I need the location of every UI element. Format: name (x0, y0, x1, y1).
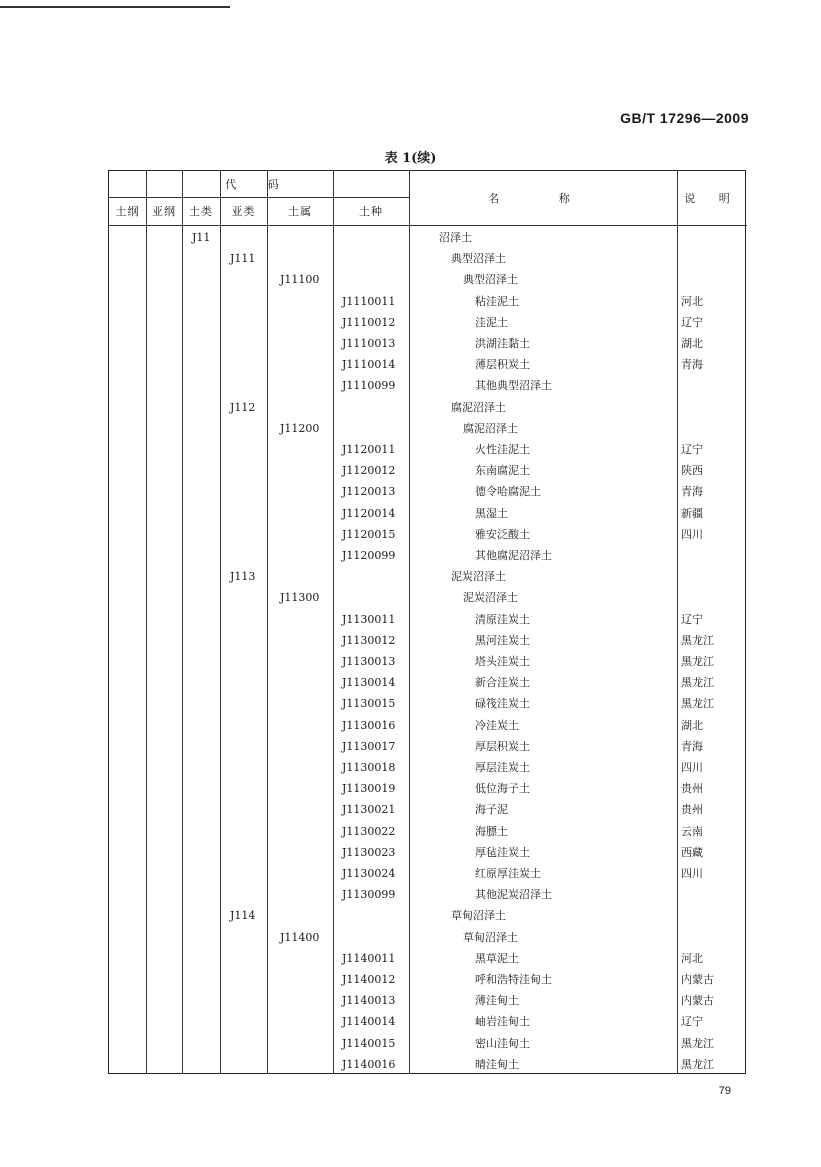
tuzhong-cell: J1130099 (342, 888, 396, 902)
note-cell: 青海 (681, 358, 703, 372)
tushu-cell: J11100 (280, 273, 320, 287)
table-row (109, 715, 747, 736)
tuzhong-cell: J1130022 (342, 824, 396, 838)
table-row (109, 863, 747, 884)
header-tuzhong: 土种 (359, 205, 383, 218)
tushu-cell: J11300 (280, 591, 320, 605)
tuzhong-cell: J1110013 (342, 337, 396, 350)
name-cell: 腐泥沼泽土 (451, 400, 506, 414)
name-cell: 海膘土 (475, 824, 508, 838)
tuzhong-cell: J1120011 (342, 443, 396, 456)
name-cell: 典型沼泽土 (451, 252, 506, 266)
name-cell: 厚层积炭土 (475, 739, 530, 753)
name-cell: 红原厚洼炭土 (475, 867, 541, 880)
table-row (109, 418, 747, 439)
note-cell: 四川 (681, 527, 703, 541)
note-cell: 辽宁 (681, 1015, 703, 1029)
table-row (109, 927, 747, 948)
tuzhong-cell: J1140015 (342, 1036, 396, 1050)
name-cell: 沼泽土 (439, 231, 472, 244)
name-cell: 粘洼泥土 (475, 294, 519, 308)
tuzhong-cell: J1120099 (342, 549, 396, 562)
note-cell: 辽宁 (681, 315, 703, 329)
name-cell: 岫岩洼甸土 (475, 1015, 530, 1029)
header-bottom-line (109, 225, 747, 226)
note-cell: 湖北 (681, 718, 703, 732)
header-tushu: 土属 (288, 205, 312, 218)
note-cell: 黑龙江 (681, 1057, 714, 1071)
soil-code-table (108, 170, 746, 1074)
name-cell: 泥炭沼泽土 (451, 570, 506, 584)
table-row (109, 884, 747, 905)
table-row (109, 375, 747, 396)
tuzhong-cell: J1130019 (342, 782, 396, 796)
tuzhong-cell: J1120014 (342, 506, 396, 520)
table-row (109, 460, 747, 481)
yalei-cell: J113 (230, 570, 256, 584)
note-cell: 河北 (681, 294, 703, 308)
note-cell: 内蒙古 (681, 994, 714, 1008)
name-cell: 东南腐泥土 (475, 464, 530, 478)
note-cell: 黑龙江 (681, 697, 714, 711)
table-row (109, 821, 747, 842)
name-cell: 碌筏洼炭土 (475, 697, 530, 711)
tuzhong-cell: J1130012 (342, 633, 396, 647)
table-row (109, 905, 747, 926)
note-cell: 内蒙古 (681, 973, 714, 986)
header-yalei: 亚类 (231, 205, 256, 218)
yalei-cell: J112 (230, 400, 256, 414)
table-row (109, 587, 747, 608)
name-cell: 黑河洼炭土 (475, 633, 530, 647)
tuzhong-cell: J1130014 (342, 676, 396, 690)
note-cell: 青海 (681, 739, 703, 753)
tuzhong-cell: J1120015 (342, 527, 396, 541)
name-cell: 新合洼炭土 (475, 676, 530, 690)
name-cell: 冷洼炭土 (475, 718, 519, 732)
note-cell: 贵州 (681, 803, 703, 817)
tuzhong-cell: J1130015 (342, 697, 396, 711)
table-row (109, 693, 747, 714)
standard-code: GB/T 17296—2009 (620, 110, 749, 126)
table-row (109, 227, 747, 248)
tuzhong-cell: J1130021 (342, 803, 396, 817)
name-cell: 海子泥 (475, 803, 508, 817)
table-row (109, 757, 747, 778)
name-cell: 低位海子土 (475, 782, 530, 796)
header-note: 说 明 (684, 192, 740, 205)
table-row (109, 1054, 747, 1075)
table-row (109, 481, 747, 502)
tuzhong-cell: J1130023 (342, 845, 396, 859)
tuzhong-cell: J1120012 (342, 464, 396, 478)
tuzhong-cell: J1110011 (342, 294, 396, 308)
tuzhong-cell: J1110012 (342, 315, 396, 329)
name-cell: 其他腐泥沼泽土 (475, 549, 552, 562)
table-row (109, 799, 747, 820)
tuzhong-cell: J1140011 (342, 951, 396, 965)
scan-edge-mark (0, 6, 230, 8)
table-row (109, 736, 747, 757)
header-code-group: 代 码 (225, 178, 293, 191)
tuzhong-cell: J1130011 (342, 612, 396, 626)
note-cell: 四川 (681, 867, 703, 880)
tulei-cell: J11 (192, 231, 211, 244)
table-row (109, 439, 747, 460)
table-row (109, 354, 747, 375)
yalei-cell: J111 (230, 252, 256, 266)
name-cell: 其他泥炭沼泽土 (475, 888, 552, 902)
note-cell: 贵州 (681, 782, 703, 796)
header-name: 名 称 (488, 192, 598, 205)
table-row (109, 503, 747, 524)
table-title: 表 1(续) (384, 151, 437, 166)
note-cell: 四川 (681, 761, 703, 774)
tuzhong-cell: J1130017 (342, 739, 396, 753)
note-cell: 青海 (681, 485, 703, 499)
table-row (109, 842, 747, 863)
table-row (109, 630, 747, 651)
tushu-cell: J11200 (280, 421, 320, 435)
note-cell: 西藏 (681, 845, 703, 859)
tuzhong-cell: J1130024 (342, 867, 396, 880)
name-cell: 洪湖洼黏土 (475, 337, 530, 350)
tuzhong-cell: J1140016 (342, 1057, 396, 1071)
name-cell: 呼和浩特洼甸土 (475, 973, 552, 986)
name-cell: 火性洼泥土 (475, 443, 530, 456)
tuzhong-cell: J1140014 (342, 1015, 396, 1029)
name-cell: 黑草泥土 (475, 951, 519, 965)
note-cell: 新疆 (681, 506, 703, 520)
table-row (109, 1033, 747, 1054)
table-row (109, 969, 747, 990)
table-row (109, 333, 747, 354)
yalei-cell: J114 (230, 909, 256, 923)
table-row (109, 1011, 747, 1032)
tuzhong-cell: J1130018 (342, 761, 396, 774)
note-cell: 黑龙江 (681, 1036, 714, 1050)
name-cell: 黑湿土 (475, 506, 508, 520)
tuzhong-cell: J1110014 (342, 358, 396, 372)
tuzhong-cell: J1130016 (342, 718, 396, 732)
table-row (109, 948, 747, 969)
table-row (109, 672, 747, 693)
table-row (109, 651, 747, 672)
tuzhong-cell: J1140013 (342, 994, 396, 1008)
note-cell: 黑龙江 (681, 655, 714, 668)
table-row (109, 524, 747, 545)
name-cell: 薄层积炭土 (475, 358, 530, 372)
name-cell: 腐泥沼泽土 (463, 421, 518, 435)
table-row (109, 990, 747, 1011)
tushu-cell: J11400 (280, 930, 320, 944)
note-cell: 陕西 (681, 464, 703, 478)
tuzhong-cell: J1140012 (342, 973, 396, 986)
table-row (109, 291, 747, 312)
tuzhong-cell: J1120013 (342, 485, 396, 499)
name-cell: 其他典型沼泽土 (475, 379, 552, 393)
name-cell: 塔头洼炭土 (475, 655, 530, 668)
name-cell: 泥炭沼泽土 (463, 591, 518, 605)
header-tulei: 土类 (189, 205, 213, 218)
table-row (109, 609, 747, 630)
table-row (109, 397, 747, 418)
page-number: 79 (718, 1085, 731, 1097)
header-yagang: 亚纲 (152, 205, 176, 218)
table-row (109, 248, 747, 269)
tuzhong-cell: J1130013 (342, 655, 396, 668)
table-row (109, 778, 747, 799)
note-cell: 辽宁 (681, 443, 703, 456)
name-cell: 厚层洼炭土 (475, 761, 530, 774)
note-cell: 云南 (681, 824, 703, 838)
table-row (109, 312, 747, 333)
name-cell: 清原洼炭土 (475, 612, 530, 626)
name-cell: 洼泥土 (475, 315, 508, 329)
note-cell: 辽宁 (681, 612, 703, 626)
name-cell: 厚毡洼炭土 (475, 845, 530, 859)
note-cell: 河北 (681, 951, 703, 965)
name-cell: 薄洼甸土 (475, 994, 519, 1008)
name-cell: 密山洼甸土 (475, 1036, 530, 1050)
name-cell: 雅安泛酸土 (475, 527, 530, 541)
table-row (109, 545, 747, 566)
header-tugang: 土纲 (115, 205, 140, 218)
note-cell: 黑龙江 (681, 633, 714, 647)
name-cell: 德令哈腐泥土 (475, 485, 541, 499)
name-cell: 草甸沼泽土 (451, 909, 506, 923)
name-cell: 晴洼甸土 (475, 1057, 519, 1071)
tuzhong-cell: J1110099 (342, 379, 396, 393)
name-cell: 典型沼泽土 (463, 273, 518, 287)
table-row (109, 566, 747, 587)
name-cell: 草甸沼泽土 (463, 930, 518, 944)
note-cell: 湖北 (681, 337, 703, 350)
table-row (109, 269, 747, 290)
note-cell: 黑龙江 (681, 676, 714, 690)
